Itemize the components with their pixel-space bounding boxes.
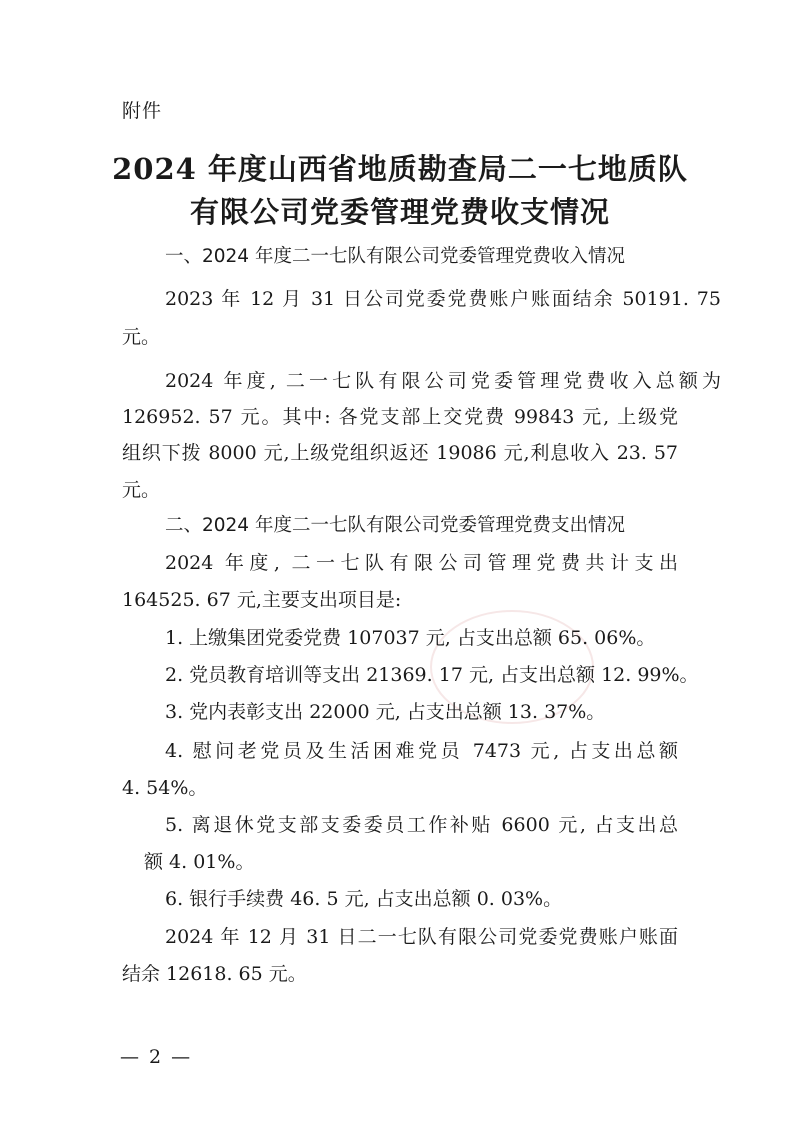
expense-item: 5. 离退休党支部支委委员工作补贴 6600 元, 占支出总 [165,814,678,836]
closing-balance-line: 2024 年 12 月 31 日二一七队有限公司党委党费账户账面 [165,926,678,948]
paragraph-line: 126952. 57 元。其中: 各党支部上交党费 99843 元, 上级党 [122,406,678,428]
expense-item: 3. 党内表彰支出 22000 元, 占支出总额 13. 37%。 [165,701,606,723]
paragraph-line: 组织下拨 8000 元,上级党组织返还 19086 元,利息收入 23. 57 [122,442,678,464]
paragraph-line: 2024 年度, 二一七队有限公司管理党费共计支出 [165,552,678,574]
expense-item: 2. 党员教育培训等支出 21369. 17 元, 占支出总额 12. 99%。 [165,664,699,686]
paragraph-line: 元。 [122,326,161,348]
document-title-line-1: 2024 年度山西省地质勘查局二一七地质队 [112,152,688,186]
section-2-heading: 二、2024 年度二一七队有限公司党委管理党费支出情况 [165,515,625,536]
closing-balance-line: 结余 12618. 65 元。 [122,963,307,985]
paragraph-line: 2024 年度, 二一七队有限公司党委管理党费收入总额为 [165,370,721,392]
expense-item: 4. 慰问老党员及生活困难党员 7473 元, 占支出总额 [165,740,678,762]
attachment-label: 附件 [122,100,163,122]
expense-item-continued: 4. 54%。 [122,777,208,799]
paragraph-line: 元。 [122,479,161,501]
paragraph-line: 2023 年 12 月 31 日公司党委党费账户账面结余 50191. 75 [165,288,721,310]
paragraph-line: 164525. 67 元,主要支出项目是: [122,589,402,611]
page-number: — 2 — [120,1046,193,1068]
expense-item-continued: 额 4. 01%。 [144,851,255,873]
document-title-line-2: 有限公司党委管理党费收支情况 [189,195,610,229]
section-1-heading: 一、2024 年度二一七队有限公司党委管理党费收入情况 [165,246,625,267]
expense-item: 6. 银行手续费 46. 5 元, 占支出总额 0. 03%。 [165,888,563,910]
expense-item: 1. 上缴集团党委党费 107037 元, 占支出总额 65. 06%。 [165,627,656,649]
